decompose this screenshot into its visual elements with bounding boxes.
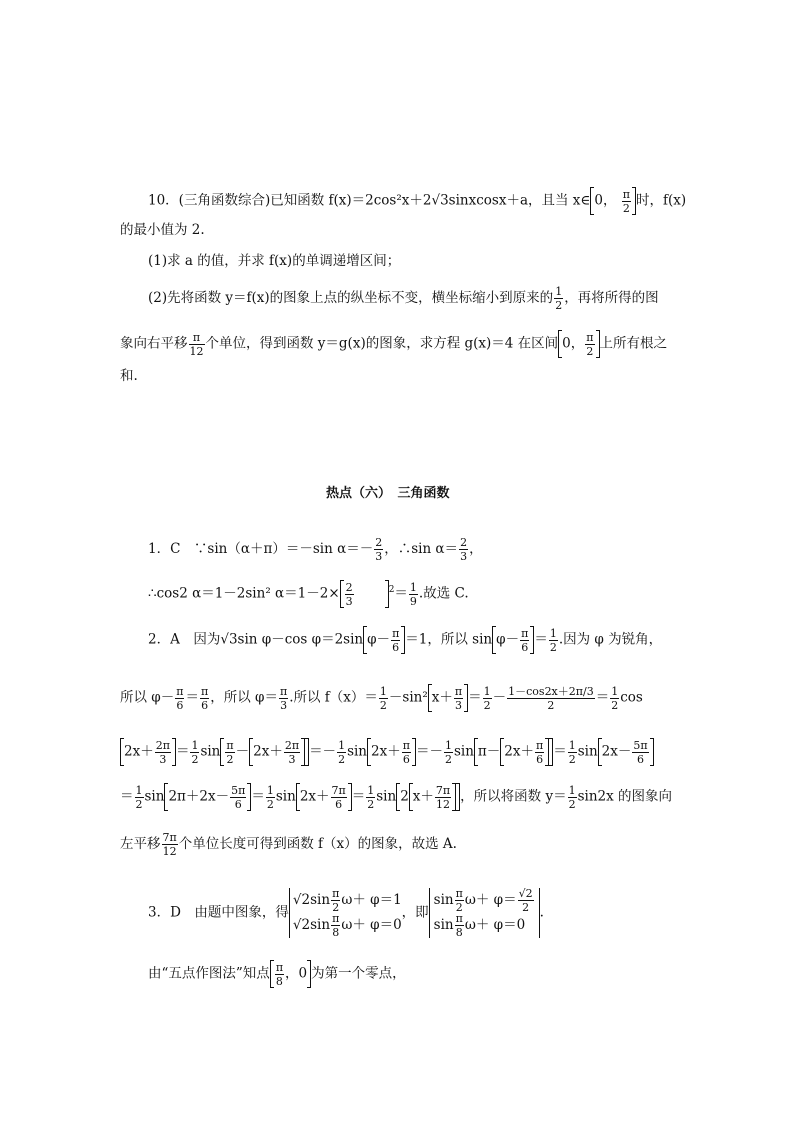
answer-3-line-1: 3．D 由题中图象，得 √2sin $\frac{\pi}{2}$ ω＋ φ＝1 √2sin $\frac{\pi}{8}$ ω＋ φ＝0 ，即 sin $\frac{\pi}{2}$ ω＋ φ＝ $\frac{√2}{2}$ sin $\frac{\pi}{8}$ ω＋ φ＝0 . bbox=[148, 887, 544, 939]
equation-system-2: sin $\frac{\pi}{2}$ ω＋ φ＝ $\frac{√2}{2}$ sin $\frac{\pi}{8}$ ω＋ φ＝0 bbox=[429, 888, 540, 938]
answer-2-line-2: 所以 φ－ $\frac{\pi}{6}$ ＝ $\frac{\pi}{6}$ ，所以 φ＝ $\frac{\pi}{3}$ .所以 f（x）＝ $\frac{1}{2}$ －sin² x＋ $\frac{\pi}{3}$ ＝ $\frac{1}{2}$ － $\frac{1-\cos 2x+2\pi/3}{2}$ ＝ $\frac{1}{2}$ cos bbox=[120, 684, 643, 712]
problem-10-line-5: 象向右平移 $\frac{\pi}{12}$ 个单位，得到函数 y＝g(x)的图象，求方程 g(x)＝4 在区间 0， $\frac{\pi}{2}$ 上所有根之 bbox=[120, 330, 667, 358]
fraction-pi-over-2: $\frac{\pi}{2}$ bbox=[622, 187, 631, 215]
fraction-one-half: $\frac{1}{2}$ bbox=[555, 285, 563, 312]
problem-10-line-6: 和. bbox=[120, 368, 138, 384]
answer-3-line-2: 由“五点作图法”知点 $\frac{\pi}{8}$ ，0 为第一个零点， bbox=[148, 960, 406, 988]
fraction-pi-over-12: $\frac{\pi}{12}$ bbox=[189, 330, 204, 358]
section-title: 热点（六） 三角函数 bbox=[326, 486, 450, 501]
problem-10-part-1: (1)求 a 的值，并求 f(x)的单调递增区间； bbox=[148, 253, 401, 269]
answer-2-line-3: 2x＋ $\frac{2\pi}{3}$ ＝ $\frac{1}{2}$ sin $\frac{\pi}{2}$ － 2x＋ $\frac{2\pi}{3}$ ＝－ $\frac{1}{2}$ sin 2x＋ $\frac{\pi}{6}$ ＝－ $\frac{1}{2}$ sin π－ 2x＋ $\frac{\pi}{6}$ ＝ $\frac{1}{2}$ sin 2x－ $\frac{5\pi}{6}$ bbox=[120, 738, 654, 766]
answer-2-line-5: 左平移 $\frac{7\pi}{12}$ 个单位长度可得到函数 f（x）的图象，故选 A. bbox=[120, 831, 457, 858]
problem-10-line-2: 的最小值为 2. bbox=[120, 222, 205, 238]
answer-1-line-1: 1．C ∵sin（α＋π）＝－sin α＝－ $\frac{2}{3}$ ，∴sin α＝ $\frac{2}{3}$ ， bbox=[148, 536, 483, 563]
answer-1-line-2: ∴cos2 α＝1－2sin² α＝1－2× $\frac{2}{3}$ $^2$＝ $\frac{1}{9}$ .故选 C. bbox=[148, 580, 469, 608]
equation-system-1: √2sin $\frac{\pi}{2}$ ω＋ φ＝1 √2sin $\frac{\pi}{8}$ ω＋ φ＝0 bbox=[289, 888, 402, 938]
problem-10-line-1: 10．(三角函数综合)已知函数 f(x)＝2cos²x＋2√3sinxcosx＋a，且当 x∈ 0， $\frac{\pi}{2}$ 时，f(x) bbox=[148, 187, 687, 215]
answer-2-line-1: 2．A 因为√3sin φ－cos φ＝2sin φ－ $\frac{\pi}{6}$ ＝1，所以 sin φ－ $\frac{\pi}{6}$ ＝ $\frac{1}{2}$ .因为 φ 为锐角， bbox=[148, 626, 663, 654]
answer-2-line-4: ＝ $\frac{1}{2}$ sin 2π＋2x－ $\frac{5\pi}{6}$ ＝ $\frac{1}{2}$ sin 2x＋ $\frac{7\pi}{6}$ ＝ $\frac{1}{2}$ sin 2 x＋ $\frac{7\pi}{12}$ ，所以将函数 y＝ $\frac{1}{2}$ sin2x 的图象向 bbox=[120, 783, 673, 811]
problem-10-part-2: (2)先将函数 y＝f(x)的图象上点的纵坐标不变，横坐标缩小到原来的 $\frac{1}{2}$ ，再将所得的图 bbox=[148, 285, 659, 312]
